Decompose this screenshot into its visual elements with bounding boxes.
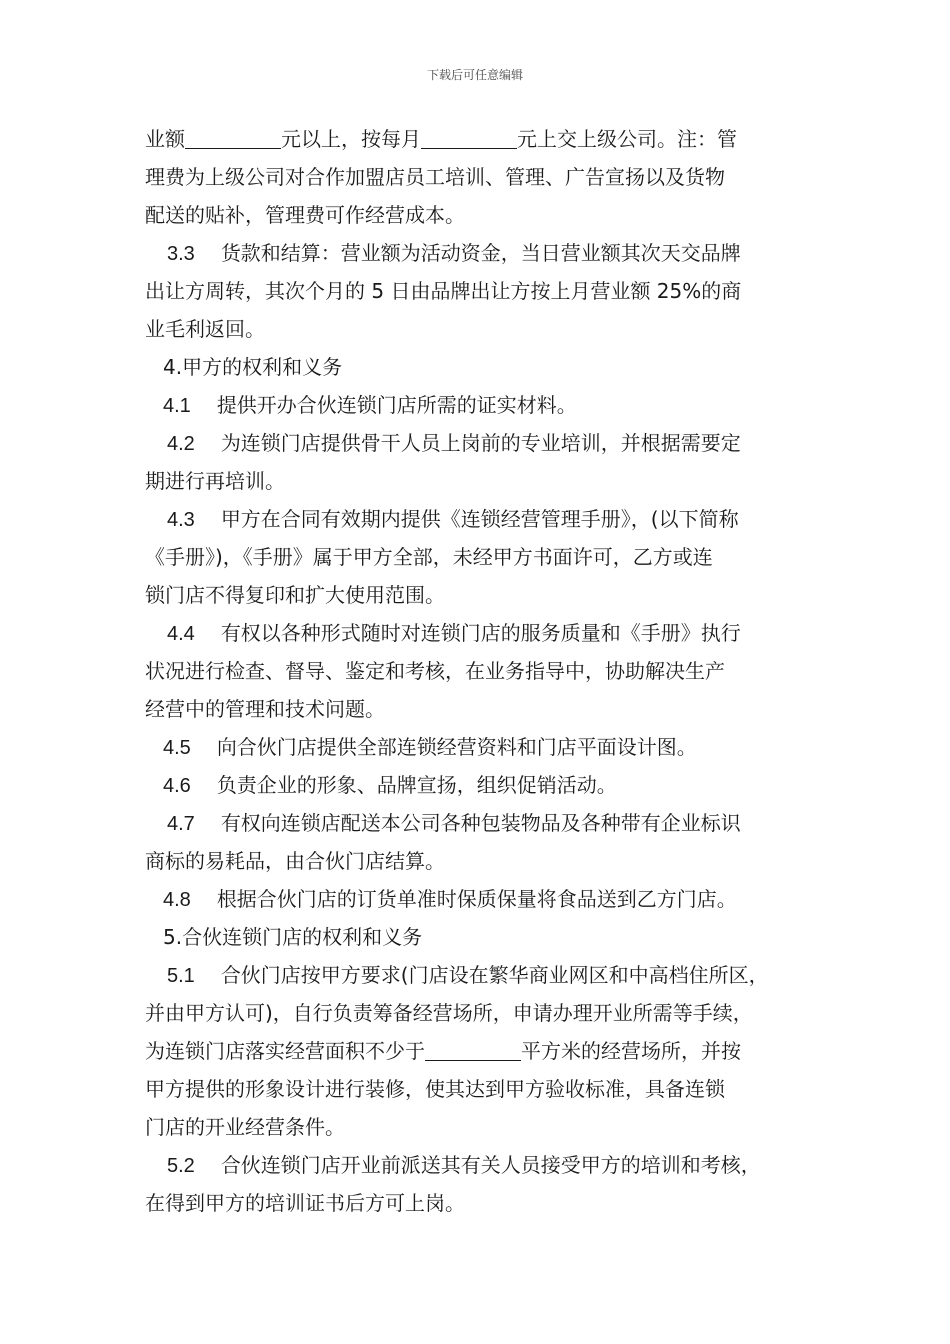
text-line bbox=[145, 348, 810, 386]
line-text: 业额 bbox=[145, 127, 185, 151]
fill-in-blank bbox=[421, 126, 517, 149]
line-text: 有权向连锁店配送本公司各种包装物品及各种带有企业标识 bbox=[220, 811, 741, 835]
clause-number: 4.3 bbox=[167, 509, 195, 531]
text-line bbox=[145, 918, 810, 956]
line-text: 合伙门店按甲方要求(门店设在繁华商业网区和中高档住所区， bbox=[220, 963, 769, 987]
line-text: 出让方周转，其次个月的 5 日由品牌出让方按上月营业额 25%的商 bbox=[145, 279, 742, 303]
line-text: 锁门店不得复印和扩大使用范围。 bbox=[145, 583, 445, 607]
line-text: 商标的易耗品，由合伙门店结算。 bbox=[145, 849, 445, 873]
line-text: 状况进行检查、督导、鉴定和考核，在业务指导中，协助解决生产 bbox=[145, 659, 725, 683]
text-line bbox=[145, 766, 810, 804]
text-line bbox=[145, 196, 810, 234]
line-text: 根据合伙门店的订货单准时保质保量将食品送到乙方门店。 bbox=[216, 887, 737, 911]
line-text: 配送的贴补，管理费可作经营成本。 bbox=[145, 203, 465, 227]
line-text: 4.甲方的权利和义务 bbox=[163, 355, 343, 379]
line-text: 元以上，按每月 bbox=[281, 127, 421, 151]
line-text: 为连锁门店提供骨干人员上岗前的专业培训，并根据需要定 bbox=[220, 431, 741, 455]
line-text: 门店的开业经营条件。 bbox=[145, 1115, 345, 1139]
text-line bbox=[145, 462, 810, 500]
text-line bbox=[145, 538, 810, 576]
clause-number: 3.3 bbox=[167, 243, 195, 265]
text-line bbox=[145, 120, 810, 158]
clause-number: 4.2 bbox=[167, 433, 195, 455]
text-line bbox=[145, 158, 810, 196]
clause-number: 4.8 bbox=[163, 889, 191, 911]
text-line bbox=[145, 310, 810, 348]
line-text: 在得到甲方的培训证书后方可上岗。 bbox=[145, 1191, 465, 1215]
clause-number: 4.7 bbox=[167, 813, 195, 835]
page-header: 下载后可任意编辑 bbox=[426, 68, 523, 82]
text-line bbox=[145, 652, 810, 690]
line-text: 期进行再培训。 bbox=[145, 469, 285, 493]
text-line bbox=[145, 424, 810, 462]
line-text: 元上交上级公司。注：管 bbox=[517, 127, 737, 151]
line-text: 并由甲方认可)，自行负责筹备经营场所，申请办理开业所需等手续， bbox=[145, 1001, 753, 1025]
line-text: 负责企业的形象、品牌宣扬，组织促销活动。 bbox=[216, 773, 617, 797]
line-text: 5.合伙连锁门店的权利和义务 bbox=[163, 925, 423, 949]
text-line bbox=[145, 1146, 810, 1184]
line-text: 平方米的经营场所，并按 bbox=[521, 1039, 741, 1063]
clause-number: 4.6 bbox=[163, 775, 191, 797]
text-line bbox=[145, 386, 810, 424]
line-text: 甲方提供的形象设计进行装修，使其达到甲方验收标准，具备连锁 bbox=[145, 1077, 725, 1101]
line-text: 有权以各种形式随时对连锁门店的服务质量和《手册》执行 bbox=[220, 621, 741, 645]
fill-in-blank bbox=[185, 126, 281, 149]
line-text: 经营中的管理和技术问题。 bbox=[145, 697, 385, 721]
clause-number: 4.1 bbox=[163, 395, 191, 417]
text-line bbox=[145, 804, 810, 842]
clause-number: 4.4 bbox=[167, 623, 195, 645]
text-line bbox=[145, 956, 810, 994]
text-line bbox=[145, 272, 810, 310]
text-line bbox=[145, 614, 810, 652]
text-line bbox=[145, 1108, 810, 1146]
line-text: 向合伙门店提供全部连锁经营资料和门店平面设计图。 bbox=[216, 735, 697, 759]
text-line bbox=[145, 1184, 810, 1222]
text-line bbox=[145, 842, 810, 880]
text-line bbox=[145, 500, 810, 538]
text-line bbox=[145, 1032, 810, 1070]
document-body bbox=[145, 120, 810, 1222]
text-line bbox=[145, 1070, 810, 1108]
line-text: 提供开办合伙连锁门店所需的证实材料。 bbox=[216, 393, 577, 417]
line-text: 货款和结算：营业额为活动资金，当日营业额其次天交品牌 bbox=[220, 241, 741, 265]
text-line bbox=[145, 234, 810, 272]
fill-in-blank bbox=[425, 1038, 521, 1061]
text-line bbox=[145, 994, 810, 1032]
line-text: 业毛利返回。 bbox=[145, 317, 265, 341]
clause-number: 5.1 bbox=[167, 965, 195, 987]
line-text: 理费为上级公司对合作加盟店员工培训、管理、广告宣扬以及货物 bbox=[145, 165, 725, 189]
clause-number: 5.2 bbox=[167, 1155, 195, 1177]
text-line bbox=[145, 576, 810, 614]
text-line bbox=[145, 880, 810, 918]
clause-number: 4.5 bbox=[163, 737, 191, 759]
text-line bbox=[145, 728, 810, 766]
text-line bbox=[145, 690, 810, 728]
line-text: 合伙连锁门店开业前派送其有关人员接受甲方的培训和考核， bbox=[220, 1153, 761, 1177]
line-text: 甲方在合同有效期内提供《连锁经营管理手册》，(以下简称 bbox=[220, 507, 739, 531]
line-text: 《手册》)，《手册》属于甲方全部，未经甲方书面许可，乙方或连 bbox=[145, 545, 713, 569]
line-text: 为连锁门店落实经营面积不少于 bbox=[145, 1039, 425, 1063]
